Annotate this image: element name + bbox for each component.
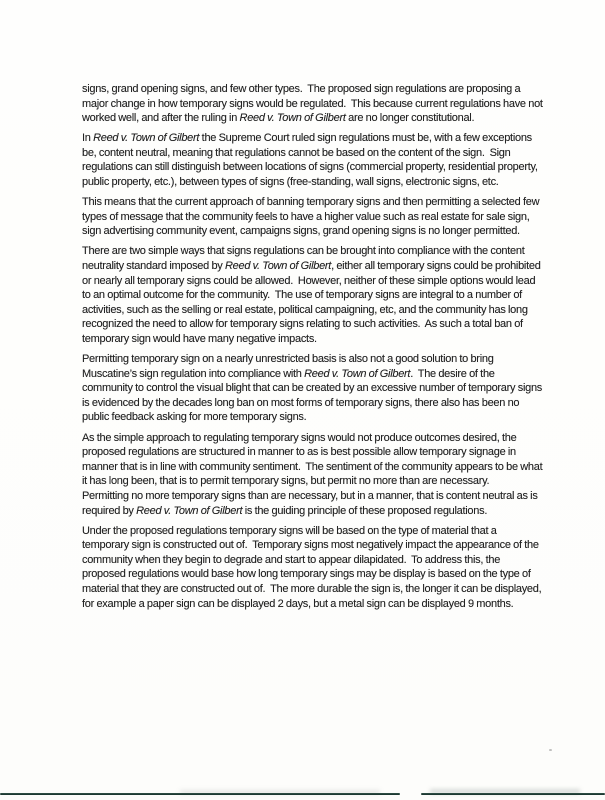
paragraph-1 bbox=[82, 82, 546, 126]
paragraph-2 bbox=[82, 131, 543, 189]
paragraph-3 bbox=[82, 195, 543, 239]
text-run: the Supreme Court ruled sign regulations must be, with a few exceptions be, content neutral, meaning that regulations cannot be based on the content of the sign. Sign regulations can still distinguish between locations of signs (commercial property, residential property, public property, etc.), between types of signs (free-standing, wall signs, electronic signs, etc. bbox=[82, 132, 541, 189]
scan-speck bbox=[549, 749, 552, 751]
case-name-italic: Reed v. Town of Gilbert bbox=[239, 112, 346, 125]
scan-edge-line-right bbox=[421, 793, 605, 796]
case-name-italic: Reed v. Town of Gilbert bbox=[93, 132, 200, 145]
paragraph-4 bbox=[82, 244, 543, 346]
paragraph-7 bbox=[82, 524, 543, 612]
text-run: There are two simple ways that signs regulations can be brought into compliance with the content neutrality standard imposed by bbox=[82, 245, 527, 273]
document-body bbox=[82, 82, 546, 617]
text-run: In bbox=[82, 132, 94, 145]
text-run: , either all temporary signs could be prohibited or nearly all temporary signs could be allowed. However, neither of these simple options would lead to an optimal outcome for the community. The use of temporary signs are integral to a number of activities, such as the selling or real estate, political campaigning, etc, and the community has long recognized the need to allow for temporary signs relating to such activities. As such a total ban of temporary sign would have many negative impacts. bbox=[82, 260, 544, 345]
text-run: As the simple approach to regulating temporary signs would not produce outcomes desired, the proposed regulations are structured in manner to as is best possible allow temporary signage in manner that is in line with community sentiment. The sentiment of the community appears to be what it has long been, that is to permit temporary signs, but permit no more than are necessary. Permitting no more temporary signs than are necessary, but in a manner, that is content neutral as is required by bbox=[82, 431, 545, 517]
text-run: are no longer constitutional. bbox=[345, 112, 475, 125]
text-run: signs, grand opening signs, and few other types. The proposed sign regulations are proposing a major change in how temporary signs would be regulated. This because current regulations have not worked well, and after the ruling in bbox=[82, 83, 546, 125]
text-run: This means that the current approach of banning temporary signs and then permitting a selected few types of message that the community feels to have a higher value such as real estate for sale sign, sign advertising community event, campaigns signs, grand opening signs is no longer permitted. bbox=[82, 196, 542, 238]
text-run: Permitting temporary sign on a nearly unrestricted basis is also not a good solution to bring Muscatine’s sign regulation into compliance with bbox=[82, 353, 497, 380]
text-run: Under the proposed regulations temporary signs will be based on the type of material that a temporary sign is constructed out of. Temporary signs most negatively impact the appearance of the community when they begin to degrade and start to appear dilapidated. To address this, the proposed regulations would base how long temporary sings may be display is based on the type of material that they are constructed out of. The more durable the sign is, the longer it can be displayed, for example a paper sign can be displayed 2 days, but a metal sign can be displayed 9 months. bbox=[82, 524, 544, 610]
case-name-italic: Reed v. Town of Gilbert bbox=[304, 367, 411, 380]
text-run: is the guiding principle of these proposed regulations. bbox=[242, 504, 488, 517]
paragraph-5 bbox=[82, 352, 543, 425]
case-name-italic: Reed v. Town of Gilbert bbox=[136, 504, 243, 517]
text-run: . The desire of the community to control the visual blight that can be created by an excessive number of temporary signs is evidenced by the decades long ban on most forms of temporary signs, there also has been no public feedback asking for more temporary signs. bbox=[82, 367, 545, 424]
case-name-italic: Reed v. Town of Gilbert bbox=[224, 260, 332, 273]
scan-edge-line-left bbox=[0, 793, 400, 796]
paragraph-6 bbox=[82, 431, 543, 519]
